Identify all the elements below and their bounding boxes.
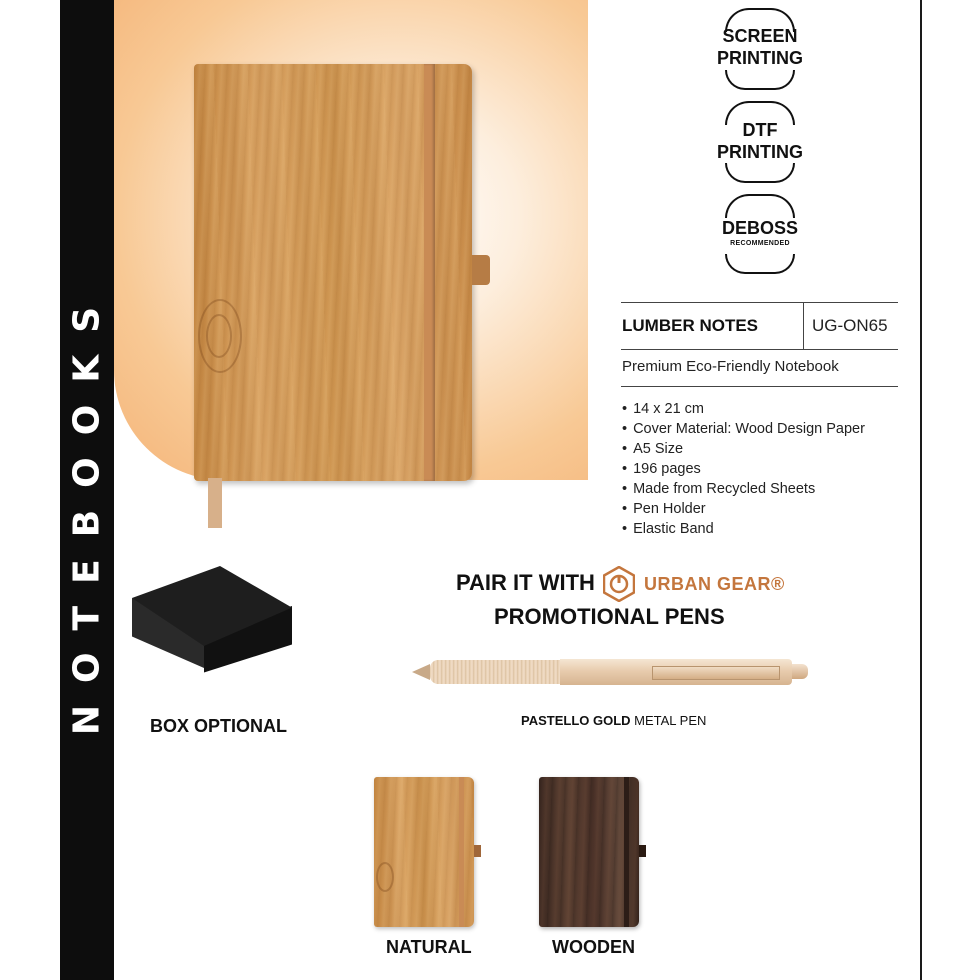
table-divider — [803, 302, 804, 350]
spec-item: • Pen Holder — [622, 499, 865, 519]
product-name: LUMBER NOTES — [622, 316, 758, 335]
right-divider — [920, 0, 922, 980]
variant-wooden-label: WOODEN — [552, 937, 635, 957]
spec-item: • 196 pages — [622, 459, 865, 479]
variant-natural-label: NATURAL — [386, 937, 472, 957]
table-bottom-rule — [621, 386, 898, 387]
brand-name: URBAN GEAR® — [644, 574, 785, 594]
elastic-band — [424, 64, 435, 481]
product-subtitle: Premium Eco-Friendly Notebook — [622, 358, 839, 375]
side-title: NOTEBOOKS — [66, 284, 108, 736]
badge-line1: DEBOSS — [721, 218, 799, 238]
variant-wooden-band — [624, 777, 629, 927]
urban-gear-logo-icon — [603, 566, 635, 602]
table-top-rule — [621, 302, 898, 303]
badge-line2: PRINTING — [716, 142, 803, 162]
ribbon-marker — [208, 478, 222, 528]
spec-item: • Cover Material: Wood Design Paper — [622, 419, 865, 439]
pen-tip — [412, 664, 430, 680]
badge-subline: RECOMMENDED — [730, 240, 790, 247]
pair-heading: PAIR IT WITH — [456, 570, 595, 595]
variant-natural-band — [459, 777, 464, 927]
badge-line1: DTF — [742, 120, 778, 140]
spec-item: • Elastic Band — [622, 519, 865, 539]
badge-screen-printing — [716, 8, 803, 78]
pen-name: PASTELLO GOLD — [521, 713, 631, 728]
badge-deboss — [723, 194, 797, 276]
variant-natural-pen-loop — [474, 845, 481, 857]
pair-subheading: PROMOTIONAL PENS — [494, 604, 725, 629]
badge-dtf-printing — [716, 101, 803, 181]
side-band — [60, 0, 114, 980]
variant-wooden-pen-loop — [639, 845, 646, 857]
spec-item: • 14 x 21 cm — [622, 399, 865, 419]
badge-line1: SCREEN — [722, 26, 798, 46]
pen-type: METAL PEN — [630, 713, 707, 728]
pen-click-button — [792, 664, 808, 679]
pen-caption — [521, 713, 706, 728]
product-code: UG-ON65 — [812, 316, 888, 335]
badge-line2: PRINTING — [716, 48, 803, 68]
table-mid-rule — [621, 349, 898, 350]
spec-item: • A5 Size — [622, 439, 865, 459]
pen-grip — [430, 660, 560, 684]
pen-loop — [472, 255, 490, 285]
pen-clip — [652, 666, 780, 680]
box-label: BOX OPTIONAL — [150, 716, 288, 736]
spec-list — [622, 399, 865, 539]
spec-item: • Made from Recycled Sheets — [622, 479, 865, 499]
